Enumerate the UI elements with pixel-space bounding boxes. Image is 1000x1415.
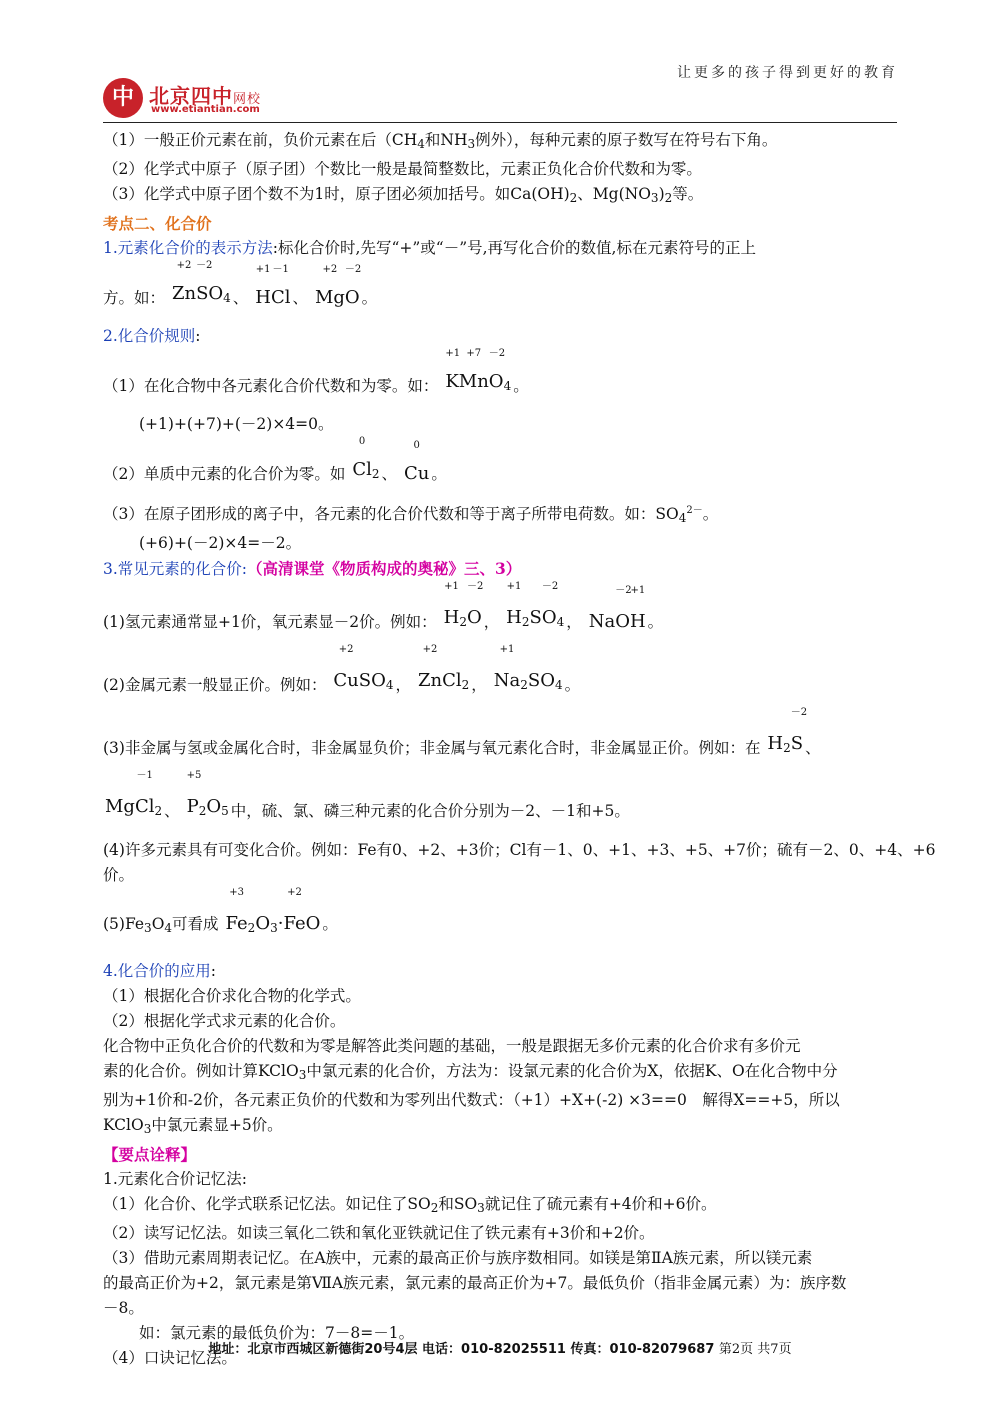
application-heading: 4.化合价的应用: bbox=[103, 962, 217, 981]
formula-hcl: +1 H －1 Cl bbox=[255, 264, 291, 308]
common-valences-heading bbox=[103, 556, 897, 582]
formula-cu: 0 Cu bbox=[403, 440, 430, 484]
logo-emblem-icon: 中 bbox=[103, 78, 143, 118]
formula-p2o5: +5 $P_2O_5$ bbox=[186, 770, 229, 819]
formula-fe2o3-feo: +3 $Fe_2O_3\cdot$ +2 FeO bbox=[225, 887, 321, 936]
memory-method-3-line-1: （3）借助元素周期表记忆。在A族中，元素的最高正价与族序数相同。如镁是第ⅡA族元素，所以镁元素 bbox=[103, 1249, 813, 1268]
application-3-line-1: 化合物中正负化合价的代数和为零是解答此类问题的基础，一般是跟据无多价元素的化合价求有多价元 bbox=[103, 1037, 801, 1056]
formula-mgcl2: Mg －1 $Cl_2$ bbox=[105, 770, 163, 819]
application-1: （1）根据化合价求化合物的化学式。 bbox=[103, 987, 361, 1006]
header-divider bbox=[103, 122, 897, 123]
formula-zncl2: +2 ZnCl$_2$ bbox=[417, 644, 470, 693]
formula-cuso4: +2 CuSO$_4$ bbox=[333, 644, 394, 693]
footer-contact: 地址：北京市西城区新德街20号4层 电话：010-82025511 传真：010-82079687 bbox=[208, 1342, 715, 1357]
formula-kmno4: +1 K +7 Mn －2 $O_4$ bbox=[445, 348, 512, 393]
valence-rule-1: （1）在化合物中各元素化合价代数和为零。如： +1 K +7 Mn －2 $O_4$ 。 bbox=[103, 349, 897, 406]
subsection-heading: 4.化合价的应用 bbox=[103, 962, 211, 981]
memory-methods-heading: 1.元素化合价记忆法: bbox=[103, 1170, 248, 1189]
formula-mgo: +2 Mg －2 O bbox=[314, 264, 362, 308]
formula-znso4: +2 Zn －2 $SO_4$ bbox=[171, 260, 231, 305]
memory-method-3-example: 如：氯元素的最低负价为：7－8=－1。 bbox=[139, 1324, 415, 1343]
subsection-heading: 2.化合价规则 bbox=[103, 327, 196, 345]
formula-cl2: 0 $Cl_2$ bbox=[352, 436, 380, 481]
intro-rule-2: （2）化学式中原子（原子团）个数比一般是最简整数比，元素正负化合价代数和为零。 bbox=[103, 160, 702, 178]
key-points-title: 【要点诠释】 bbox=[103, 1145, 197, 1165]
application-3-line-3: 别为+1价和-2价，各元素正负价的代数和为零列出代数式：（+1）+X+(-2) ×3==0 解得X==+5，所以 bbox=[103, 1091, 840, 1110]
page-header bbox=[0, 0, 1000, 130]
header-slogan: 让更多的孩子得到更好的教育 bbox=[677, 65, 898, 81]
common-valence-2: (2)金属元素一般显正价。例如： +2 CuSO$_4$ ， +2 ZnCl$_2$ ， +1 $Na_2SO_4$ 。 bbox=[103, 645, 897, 708]
valence-notation: 1.元素化合价的表示方法:标化合价时,先写“+”或“－”号,再写化合价的数值,标在元素符号的正上 bbox=[103, 239, 756, 257]
common-valence-1: (1)氢元素通常显+1价，氧元素显－2价。例如： +1 $H_2$ －2 O ， +1 $H_2S$ －2 $O_4$ ， Na －2 O +1 H 。 bbox=[103, 582, 897, 645]
application-3-line-4: KClO$_3$中氯元素显+5价。 bbox=[103, 1116, 283, 1137]
formula-h2s: $H_2$ －2 S bbox=[767, 707, 808, 756]
memory-method-3-line-2: 的最高正价为+2，氯元素是第ⅦA族元素，氯元素的最高正价为+7。最低负价（指非金属元素）为：族序数 bbox=[103, 1274, 847, 1293]
common-valence-3: (3)非金属与氢或金属化合时，非金属显负价；非金属与氧元素化合时，非金属显正价。例如：在 $H_2$ －2 S 、 bbox=[103, 708, 897, 771]
page-content bbox=[103, 128, 936, 1371]
common-valence-4: (4)许多元素具有可变化合价。例如：Fe有0、+2、+3价；Cl有－1、0、+1、+3、+5、+7价；硫有－2、0、+4、+6 bbox=[103, 841, 936, 860]
page-footer bbox=[0, 1338, 1000, 1357]
intro-rule-3: （3）化学式中原子团个数不为1时，原子团必须加括号。如$Ca(OH)_2$、$Mg(NO_3)_2$等。 bbox=[103, 185, 704, 205]
section-title: 考点二、化合价 bbox=[103, 214, 212, 233]
memory-method-3-line-3: －8。 bbox=[103, 1299, 144, 1318]
intro-rule-1: （1）一般正价元素在前，负价元素在后（$CH_4$和$NH_3$例外），每种元素的原子数写在符号右下角。 bbox=[103, 131, 778, 151]
valence-rules-heading: 2.化合价规则: bbox=[103, 327, 201, 345]
lecture-reference: （高清课堂《物质构成的奥秘》三、3） bbox=[247, 559, 522, 579]
formula-h2so4: +1 $H_2S$ －2 $O_4$ bbox=[506, 581, 565, 630]
valence-rule-2: （2）单质中元素的化合价为零。如 0 $Cl_2$ 、 0 Cu 。 bbox=[103, 437, 897, 494]
formula-h2o: +1 $H_2$ －2 O bbox=[443, 581, 484, 630]
application-3-line-2: 素的化合价。例如计算KClO$_3$中氯元素的化合价，方法为：设氯元素的化合价为X，依据K、O在化合物中分 bbox=[103, 1062, 838, 1083]
subsection-heading: 3.常见元素的化合价: bbox=[103, 560, 248, 579]
common-valence-3-cont: Mg －1 $Cl_2$ 、 +5 $P_2O_5$ 中，硫、氯、磷三种元素的化合价分别为－2、－1和+5。 bbox=[103, 771, 897, 834]
formula-na2so4: +1 $Na_2SO_4$ bbox=[493, 644, 563, 693]
common-valence-5: $(5)Fe_3O_4$可看成 +3 $Fe_2O_3\cdot$ +2 FeO 。 bbox=[103, 888, 897, 951]
memory-method-1: （1）化合价、化学式联系记忆法。如记住了$SO_2$和$SO_3$就记住了硫元素有+4价和+6价。 bbox=[103, 1195, 717, 1216]
formula-naoh: Na －2 O +1 H bbox=[588, 585, 646, 633]
application-2: （2）根据化学式求元素的化合价。 bbox=[103, 1012, 346, 1031]
valence-rule-3: （3）在原子团形成的离子中，各元素的化合价代数和等于离子所带电荷数。如：$SO_4^{2-}$。 bbox=[103, 505, 719, 526]
subsection-heading: 1.元素化合价的表示方法 bbox=[103, 239, 273, 257]
school-logo bbox=[103, 78, 303, 120]
logo-url: www.etiantian.com bbox=[151, 104, 260, 115]
logo-name: 北京四中网校 bbox=[149, 84, 262, 108]
page-number: 第2页 共7页 bbox=[718, 1342, 792, 1357]
valence-rule-3-calc: (+6)+(－2)×4=－2。 bbox=[139, 534, 302, 553]
valence-rule-1-calc: (+1)+(+7)+(－2)×4=0。 bbox=[139, 415, 334, 433]
memory-method-4: （4）口诀记忆法。 bbox=[103, 1349, 237, 1368]
common-valence-4-cont: 价。 bbox=[103, 866, 135, 885]
valence-notation-examples: 方。如： +2 Zn －2 $SO_4$ 、 +1 H －1 Cl 、 +2 Mg －2 O 。 bbox=[103, 261, 897, 318]
memory-method-2: （2）读写记忆法。如读三氧化二铁和氧化亚铁就记住了铁元素有+3价和+2价。 bbox=[103, 1224, 655, 1243]
